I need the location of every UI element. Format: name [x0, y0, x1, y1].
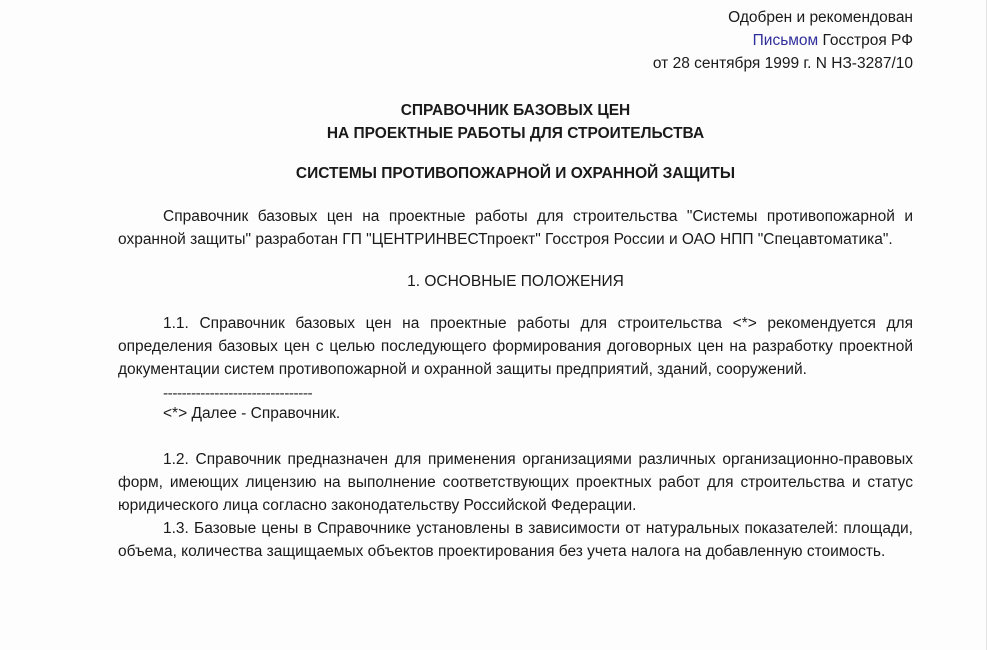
approval-line-1: Одобрен и рекомендован — [728, 9, 913, 26]
approval-block — [118, 6, 913, 75]
document-page — [118, 0, 913, 563]
paragraph-1-2: 1.2. Справочник предназначен для применения организациями различных организационно-правовых форм, имеющих лицензию на выполнение соответствующих проектных работ для строительства и статус юридического лица согласно законодательству Российской Федерации. — [118, 451, 913, 514]
paragraph-1-1: 1.1. Справочник базовых цен на проектные работы для строительства <*> рекомендуется для определения базовых цен с целью последующего формирования договорных цен на разработку проектной документации систем противопожарной и охранной защиты предприятий, зданий, сооружений. — [118, 315, 913, 378]
footnote: <*> Далее - Справочник. — [163, 405, 341, 422]
approval-line-2 — [118, 29, 913, 52]
title-line-2: НА ПРОЕКТНЫЕ РАБОТЫ ДЛЯ СТРОИТЕЛЬСТВА — [326, 125, 705, 142]
document-subtitle: СИСТЕМЫ ПРОТИВОПОЖАРНОЙ И ОХРАННОЙ ЗАЩИТЫ — [295, 165, 736, 182]
document-title — [118, 99, 913, 145]
intro-paragraph: Справочник базовых цен на проектные работы для строительства "Системы противопожарной и охранной защиты" разработан ГП "ЦЕНТРИНВЕСТпроект" Госстроя России и ОАО НПП "Спецавтоматика". — [118, 208, 913, 248]
paragraph-1-3: 1.3. Базовые цены в Справочнике установлены в зависимости от натуральных показателей: площади, объема, количества защищаемых объектов проектирования без учета налога на добавленную стоимость. — [118, 520, 913, 560]
title-line-1: СПРАВОЧНИК БАЗОВЫХ ЦЕН — [400, 102, 631, 119]
footnote-separator: -------------------------------- — [163, 385, 313, 402]
letter-link[interactable]: Письмом — [752, 32, 819, 49]
approval-line-2-rest: Госстроя РФ — [818, 32, 913, 49]
section-heading: 1. ОСНОВНЫЕ ПОЛОЖЕНИЯ — [407, 273, 624, 290]
approval-line-3: от 28 сентября 1999 г. N НЗ-3287/10 — [652, 55, 913, 72]
